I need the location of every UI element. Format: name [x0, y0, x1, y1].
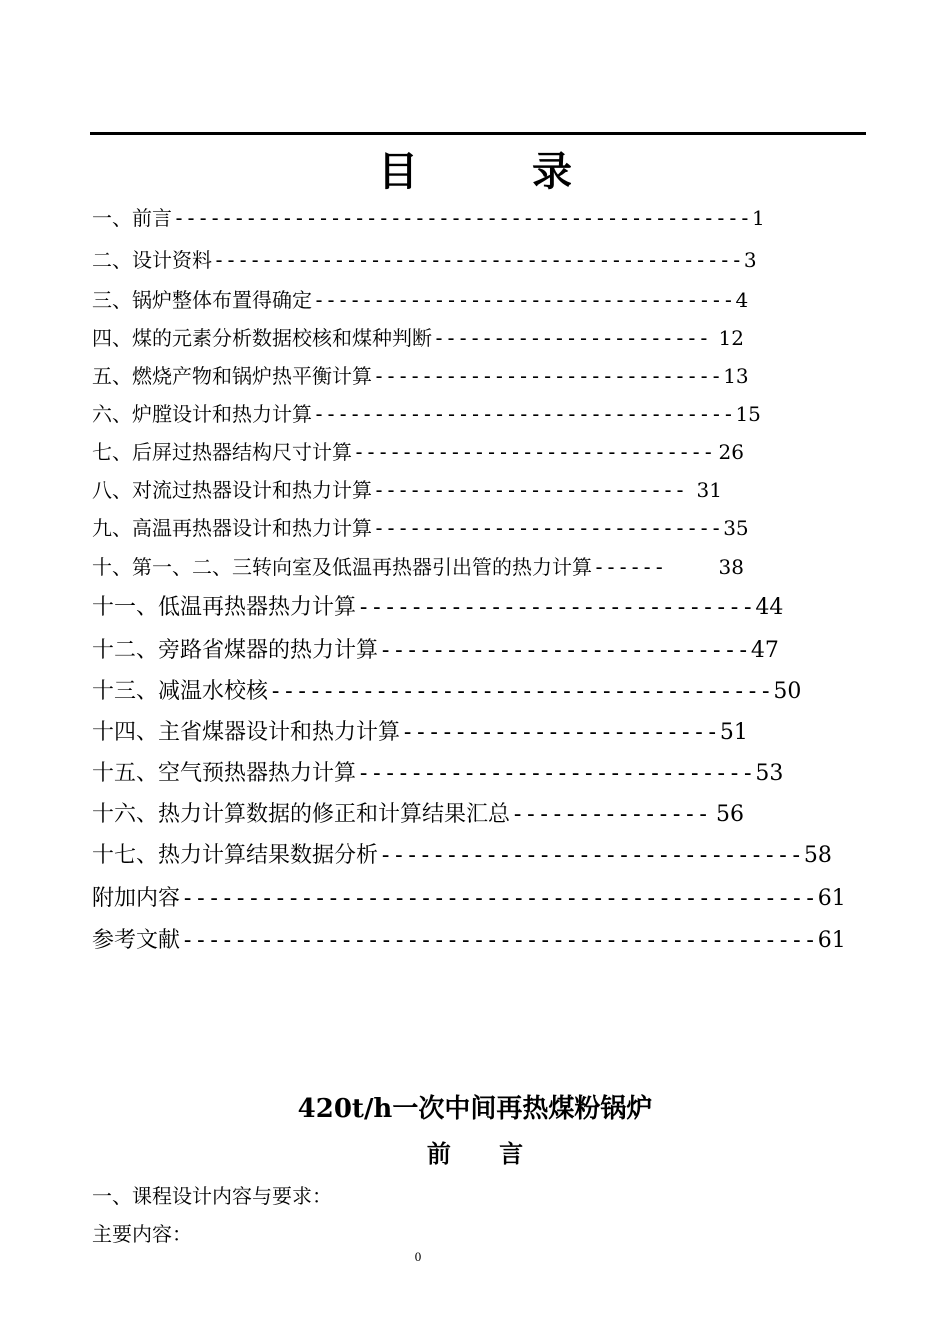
- toc-entry: [92, 322, 744, 351]
- toc-entry-label: 十二、旁路省煤器的热力计算: [92, 638, 379, 663]
- toc-entry-leader: ------------------------------------------------: [181, 928, 817, 953]
- top-rule: [90, 132, 866, 135]
- toc-entry-label: 十一、低温再热器热力计算: [92, 595, 357, 620]
- toc-entry-label: 参考文献: [92, 928, 181, 953]
- toc-entry-page: 51: [719, 720, 748, 745]
- toc-entry-label: 六、炉膛设计和热力计算: [92, 402, 312, 426]
- toc-entry-label: 二、设计资料: [92, 248, 212, 272]
- toc-entry-label: 十四、主省煤器设计和热力计算: [92, 720, 401, 745]
- toc-entry: [92, 284, 749, 313]
- toc-entry-label: 十三、减温水校核: [92, 679, 269, 704]
- toc-entry-leader: ----------------------------: [379, 638, 750, 663]
- toc-entry: [92, 674, 802, 705]
- toc-entry-leader: -----------------------------------: [313, 402, 735, 426]
- toc-entry-leader: ------------------------------: [357, 595, 755, 620]
- toc-entry: [92, 551, 744, 580]
- toc-entry-page: 56: [716, 802, 744, 827]
- toc-entry-page: 26: [718, 440, 744, 464]
- toc-entry-leader: -----------------------------: [373, 364, 723, 388]
- toc-entry-label: 三、锅炉整体布置得确定: [92, 288, 312, 312]
- document-title: 420t/h一次中间再热煤粉锅炉: [297, 1094, 653, 1124]
- toc-entry-page: 35: [723, 516, 749, 540]
- toc-entry-label: 十六、热力计算数据的修正和计算结果汇总: [92, 802, 511, 827]
- toc-entry-leader: ---------------: [511, 802, 710, 827]
- toc-entry-leader: ------------------------------------------------: [181, 886, 817, 911]
- toc-entry-label: 九、高温再热器设计和热力计算: [92, 516, 372, 540]
- toc-entry-leader: ------------------------------: [357, 761, 755, 786]
- toc-entry-page: 12: [718, 326, 744, 350]
- toc-entry-page: 31: [696, 478, 722, 502]
- toc-entry: [92, 923, 846, 954]
- toc-entry-page: 47: [750, 638, 779, 663]
- toc-entry-page: 61: [817, 928, 846, 953]
- toc-entry: [92, 715, 748, 746]
- toc-entry-label: 附加内容: [92, 886, 181, 911]
- toc-entry-leader: ------: [593, 555, 666, 579]
- toc-entry-page: 58: [803, 843, 832, 868]
- toc-entry-page: 50: [773, 679, 802, 704]
- toc-entry-page: 3: [743, 248, 757, 272]
- toc-entry-label: 一、前言: [92, 206, 172, 230]
- page-number: 0: [414, 1249, 422, 1264]
- toc-entry-page: 38: [718, 555, 744, 579]
- toc-entry-page: 13: [723, 364, 749, 388]
- toc-entry-label: 十七、热力计算结果数据分析: [92, 843, 379, 868]
- toc-entry-label: 十五、空气预热器热力计算: [92, 761, 357, 786]
- toc-entry: [92, 398, 761, 427]
- toc-entry: [92, 797, 744, 828]
- toc-entry-page: 1: [751, 206, 765, 230]
- toc-entry-label: 五、燃烧产物和锅炉热平衡计算: [92, 364, 372, 388]
- toc-entry-leader: ------------------------------------------------: [173, 206, 751, 230]
- main-content-line: 主要内容：: [92, 1222, 192, 1246]
- toc-entry-page: 61: [817, 886, 846, 911]
- requirements-line: 一、课程设计内容与要求：: [92, 1184, 332, 1208]
- toc-entry-leader: -----------------------: [433, 326, 710, 350]
- toc-entry: [92, 838, 832, 869]
- toc-entry-page: 44: [755, 595, 784, 620]
- toc-entry: [92, 474, 722, 503]
- toc-entry: [92, 590, 784, 621]
- toc-entry-leader: --------------------------------: [379, 843, 803, 868]
- toc-entry: [92, 202, 765, 231]
- toc-entry: [92, 512, 749, 541]
- toc-entry-leader: ------------------------------: [353, 440, 715, 464]
- toc-entry-page: 4: [735, 288, 749, 312]
- toc-entry-leader: --------------------------------------------: [213, 248, 743, 272]
- toc-entry-label: 七、后屏过热器结构尺寸计算: [92, 440, 352, 464]
- toc-entry: [92, 633, 779, 664]
- toc-entry-page: 15: [735, 402, 761, 426]
- toc-entry: [92, 436, 744, 465]
- toc-title: 目 录: [378, 148, 622, 195]
- toc-entry: [92, 756, 784, 787]
- toc-entry-label: 十、第一、二、三转向室及低温再热器引出管的热力计算: [92, 555, 592, 579]
- toc-entry-leader: -----------------------------------: [313, 288, 735, 312]
- toc-entry: [92, 360, 749, 389]
- toc-entry: [92, 244, 757, 273]
- toc-entry-label: 八、对流过热器设计和热力计算: [92, 478, 372, 502]
- toc-entry: [92, 881, 846, 912]
- toc-entry-label: 四、煤的元素分析数据校核和煤种判断: [92, 326, 432, 350]
- toc-entry-leader: ------------------------: [401, 720, 719, 745]
- toc-entry-leader: --------------------------: [373, 478, 687, 502]
- section-heading: 前 言: [426, 1139, 544, 1168]
- toc-entry-leader: --------------------------------------: [269, 679, 773, 704]
- toc-entry-leader: -----------------------------: [373, 516, 723, 540]
- toc-entry-page: 53: [755, 761, 784, 786]
